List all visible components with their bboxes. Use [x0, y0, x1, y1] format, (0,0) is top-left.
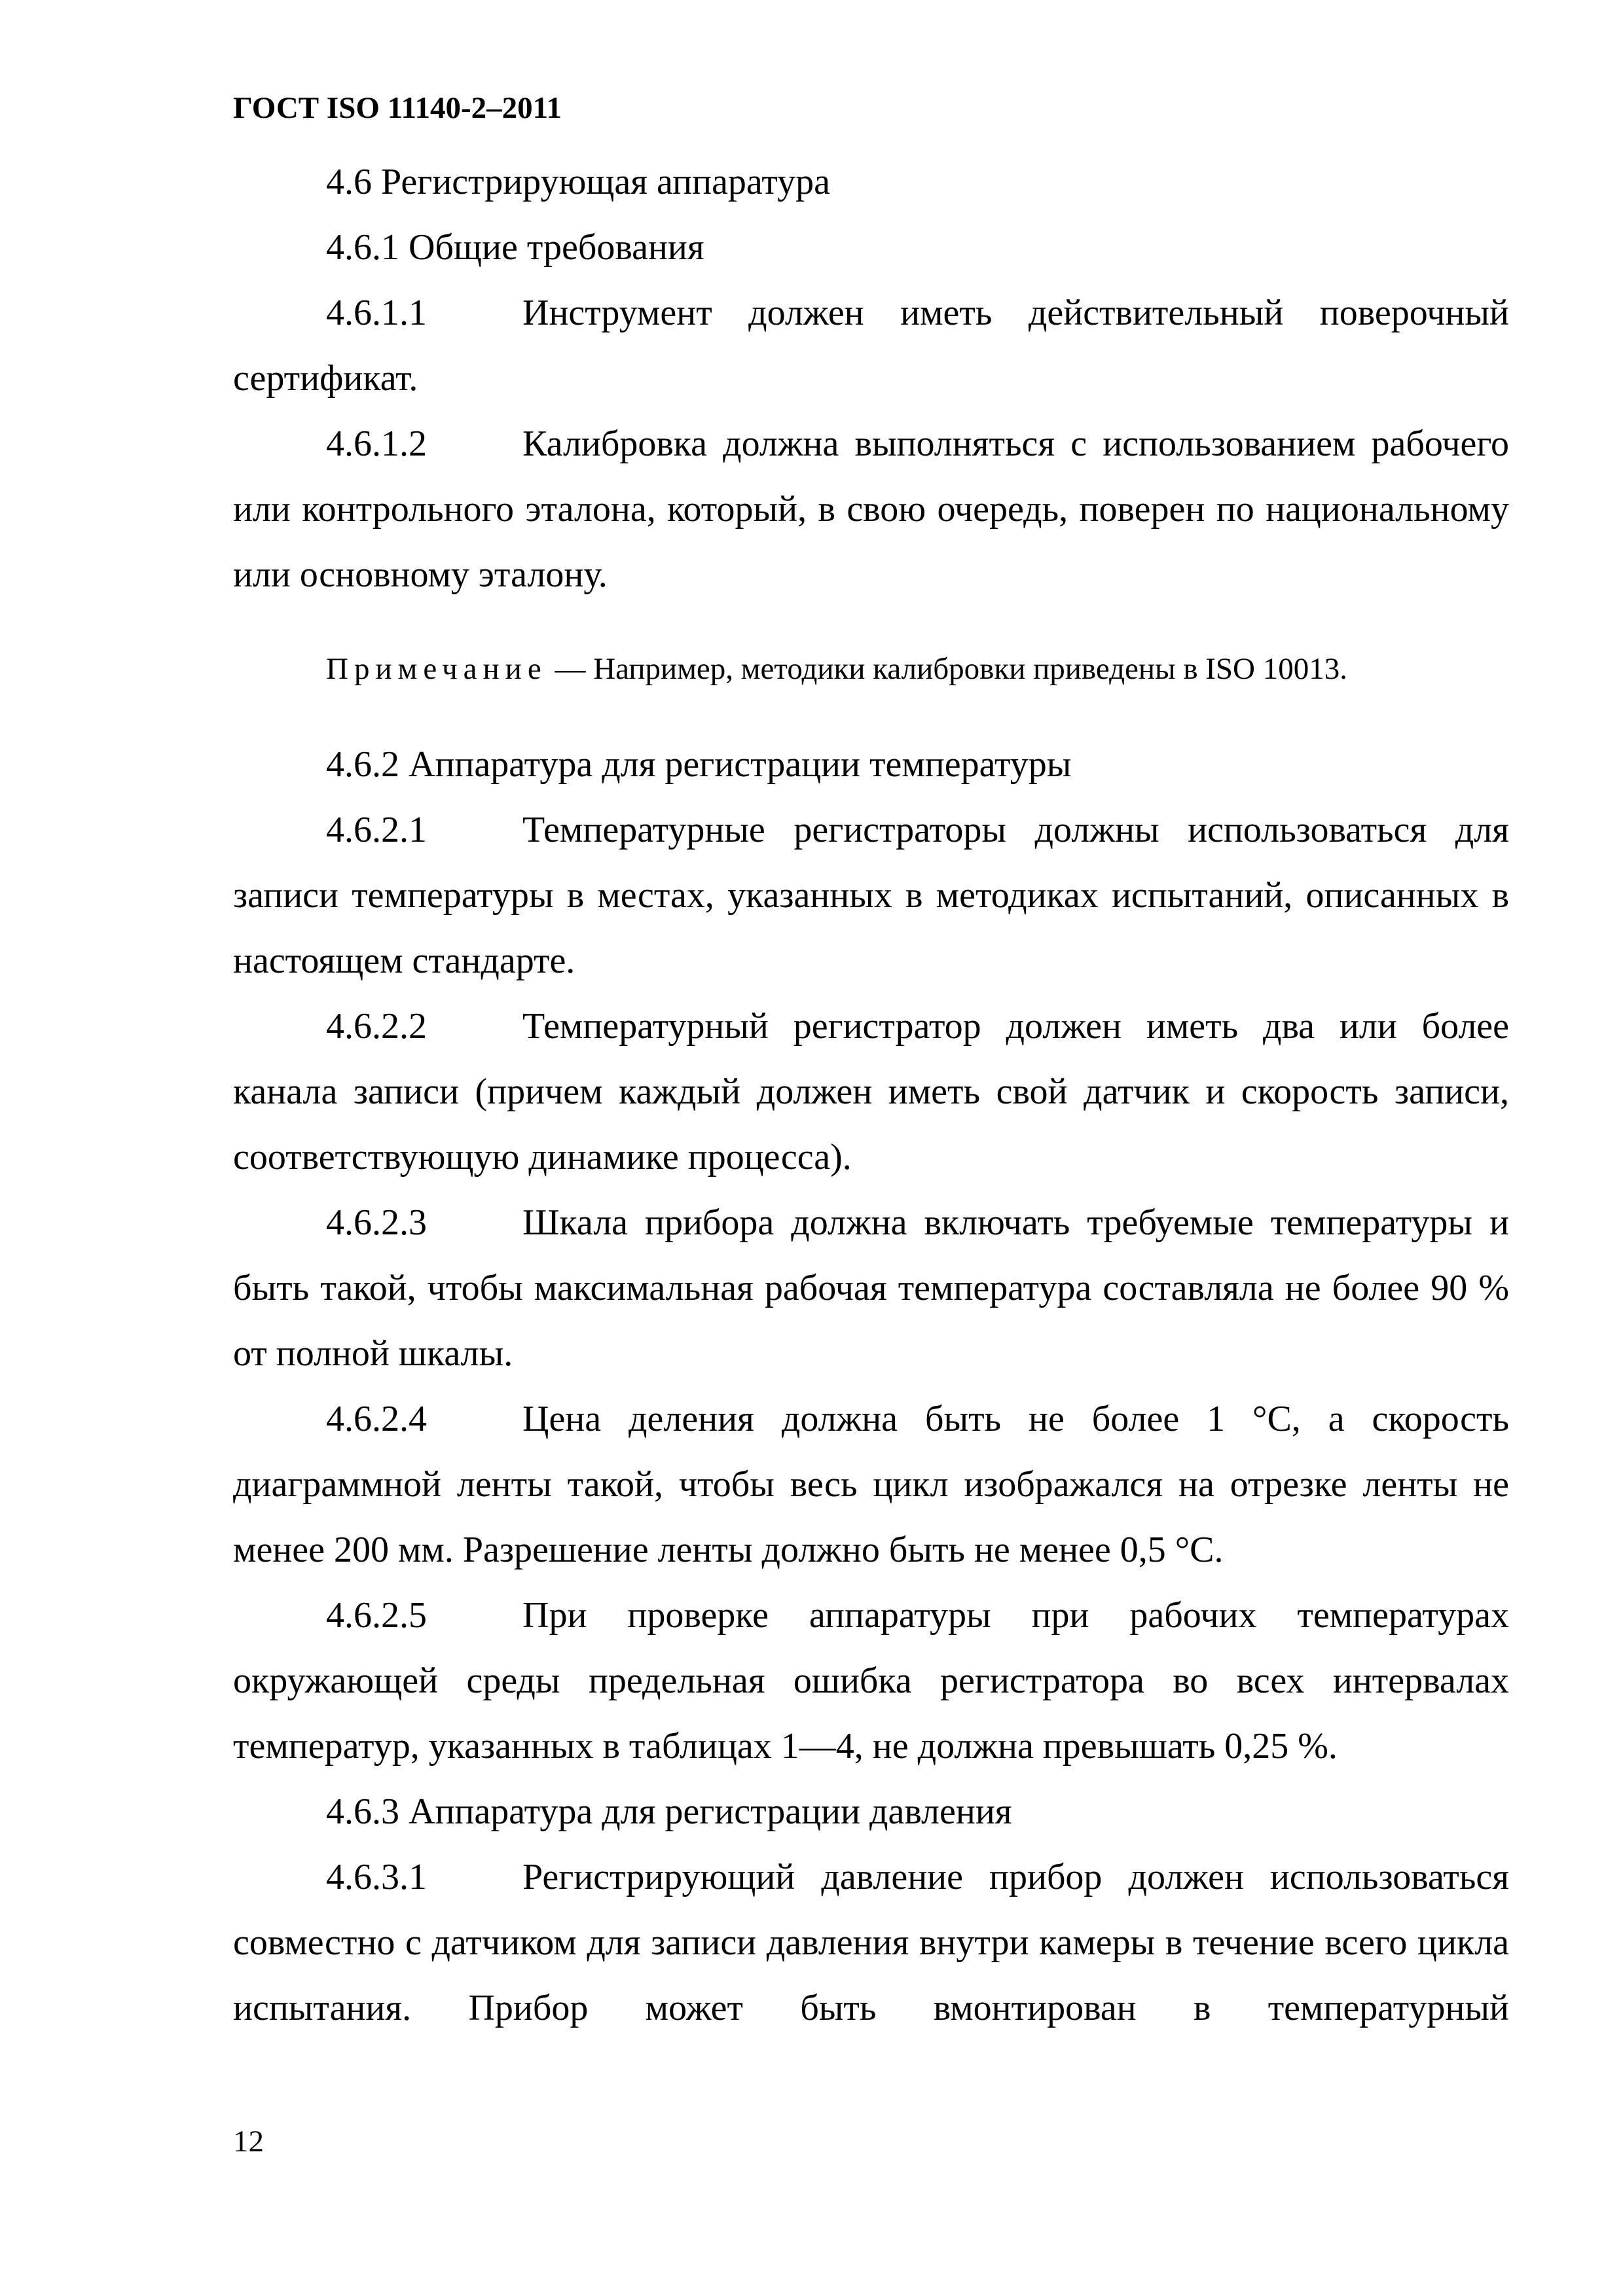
paragraph-number: 4.6.2.3 [326, 1202, 427, 1243]
paragraph-4-6-2-3 [233, 1190, 1509, 1386]
section-heading-4-6: 4.6 Регистрирующая аппаратура [326, 162, 830, 202]
page-number: 12 [233, 2125, 264, 2159]
paragraph-4-6-2-2 [233, 994, 1509, 1190]
paragraph-text: Калибровка должна выполняться с использованием рабочего или контрольного эталона, который, в свою очередь, поверен по национальному или основному эталону. [233, 423, 1509, 595]
paragraph-text: Инструмент должен иметь действительный поверочный сертификат. [233, 293, 1509, 399]
page-body [233, 149, 1509, 2041]
paragraph-number: 4.6.1.2 [326, 423, 427, 464]
paragraph-number: 4.6.2.2 [326, 1006, 427, 1047]
paragraph-text: Температурный регистратор должен иметь два или более канала записи (причем каждый должен иметь свой датчик и скорость записи, соответствующую динамике процесса). [233, 1006, 1509, 1177]
paragraph-number: 4.6.3.1 [326, 1857, 427, 1897]
paragraph-4-6-2-1 [233, 797, 1509, 994]
paragraph-number: 4.6.2.4 [326, 1399, 427, 1439]
paragraph-number: 4.6.2.1 [326, 810, 427, 850]
paragraph-text: При проверке аппаратуры при рабочих температурах окружающей среды предельная ошибка регистратора во всех интервалах температур, указанных в таблицах 1—4, не должна превышать 0,25 %. [233, 1595, 1509, 1767]
paragraph-text: Регистрирующий давление прибор должен использоваться совместно с датчиком для записи давления внутри камеры в течение всего цикла испытания. Прибор может быть вмонтирован в температурный [233, 1857, 1509, 2028]
paragraph-text: Шкала прибора должна включать требуемые температуры и быть такой, чтобы максимальная рабочая температура составляла не более 90 % от полной шкалы. [233, 1202, 1509, 1374]
paragraph-4-6-3-1 [233, 1844, 1509, 2041]
paragraph-4-6-1-2 [233, 411, 1509, 607]
paragraph-4-6-1-1 [233, 280, 1509, 411]
document-header: ГОСТ ISO 11140-2–2011 [233, 91, 562, 125]
paragraph-text: Температурные регистраторы должны использоваться для записи температуры в местах, указанных в методиках испытаний, описанных в настоящем стандарте. [233, 810, 1509, 981]
note-text: — Например, методики калибровки приведены в ISO 10013. [547, 652, 1348, 686]
paragraph-4-6-2-5 [233, 1583, 1509, 1779]
section-heading-4-6-2: 4.6.2 Аппаратура для регистрации температуры [326, 744, 1072, 785]
paragraph-4-6-2-4 [233, 1386, 1509, 1583]
note-label: Примечание [326, 652, 547, 686]
paragraph-number: 4.6.1.1 [326, 293, 427, 333]
paragraph-number: 4.6.2.5 [326, 1595, 427, 1636]
section-heading-4-6-1: 4.6.1 Общие требования [326, 227, 704, 268]
paragraph-text: Цена деления должна быть не более 1 °С, а скорость диаграммной ленты такой, чтобы весь цикл изображался на отрезке ленты не менее 200 мм. Разрешение ленты должно быть не менее 0,5 °С. [233, 1399, 1509, 1570]
section-heading-4-6-3: 4.6.3 Аппаратура для регистрации давления [326, 1791, 1012, 1832]
note [233, 643, 1509, 695]
